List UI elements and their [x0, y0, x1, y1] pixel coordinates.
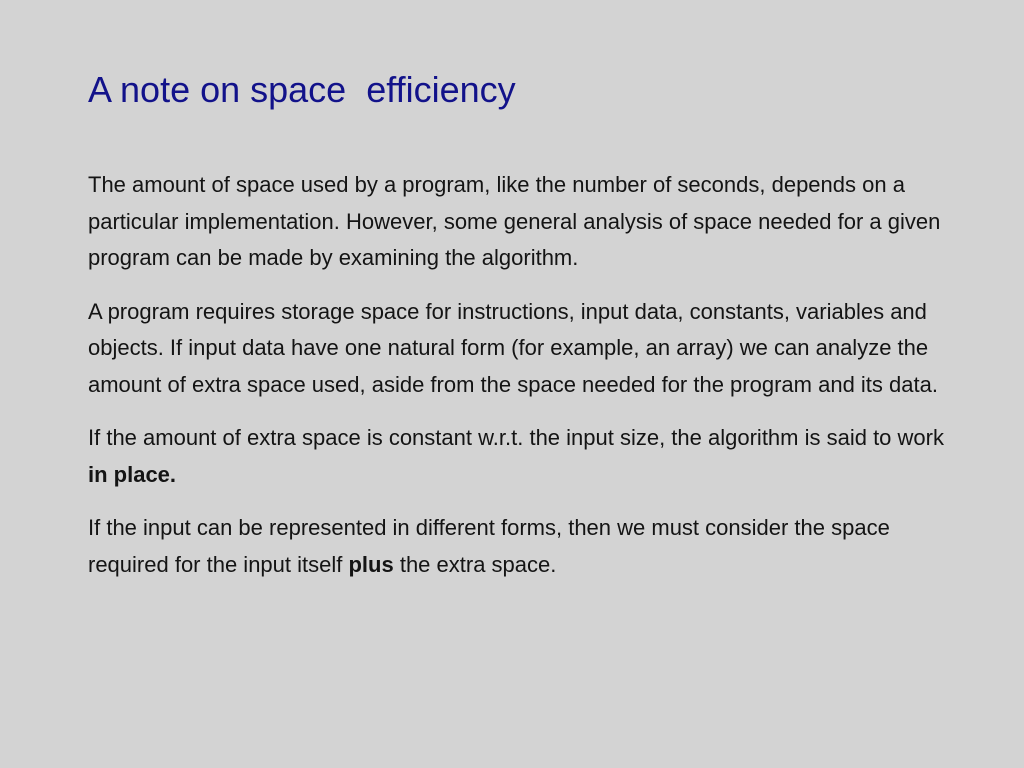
emphasis-in-place: in place. [88, 461, 177, 487]
paragraph-storage-requirements [88, 294, 968, 404]
paragraph-space-usage [88, 167, 968, 277]
slide-body [88, 167, 968, 600]
paragraph-text-after: the extra space. [393, 551, 557, 577]
paragraph-text: The amount of space used by a program, like the number of seconds, depends on a particular implementation. However, some general analysis of space needed for a given program can be made by examining the algorithm. [88, 172, 941, 270]
emphasis-plus: plus [348, 551, 394, 577]
paragraph-text: A program requires storage space for instructions, input data, constants, variables and objects. If input data have one natural form (for example, an array) we can analyze the amount of extra space used, aside from the space needed for the program and its data. [88, 298, 938, 397]
slide-title: A note on space efficiency [88, 69, 516, 110]
paragraph-input-forms [88, 510, 968, 583]
paragraph-text: If the input can be represented in different forms, then we must consider the space required for the input itself [88, 515, 890, 577]
paragraph-in-place [88, 420, 968, 493]
paragraph-text: If the amount of extra space is constant w.r.t. the input size, the algorithm is said to work [88, 425, 944, 450]
